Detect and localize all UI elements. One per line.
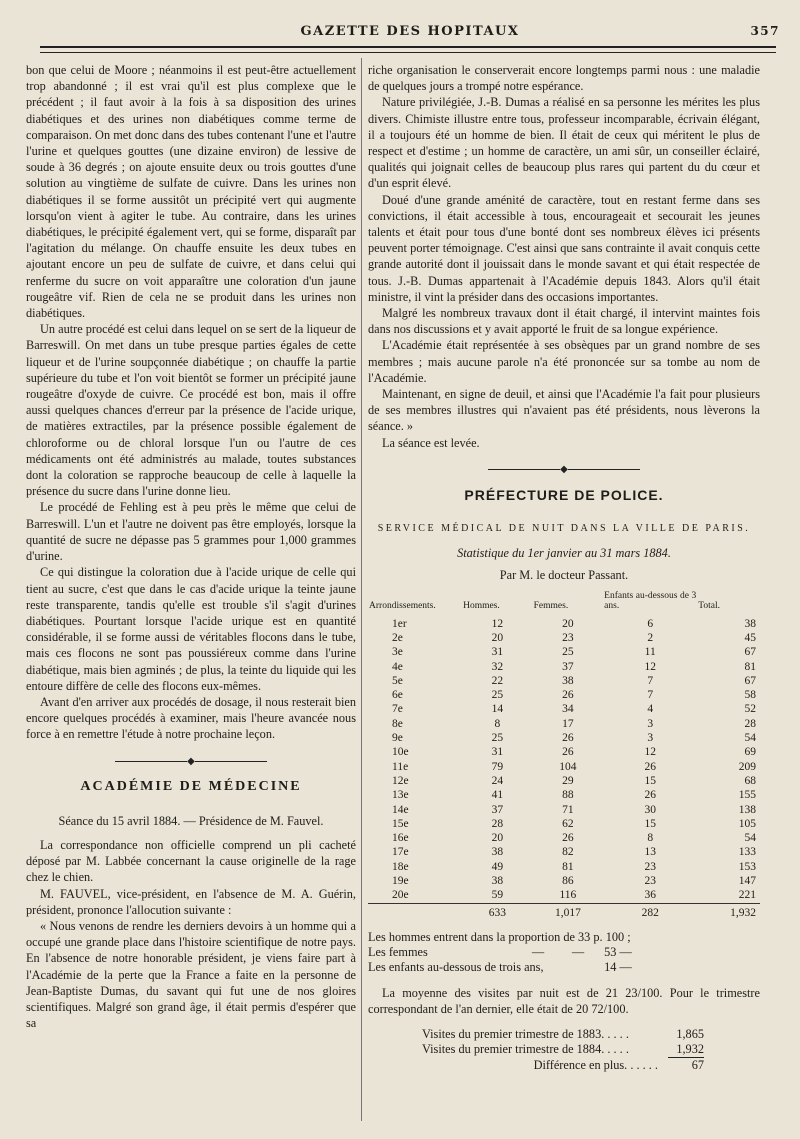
paragraph: Avant d'en arriver aux procédés de dosage, il nous resterait bien encore quelques procédés à examiner, mais l'heure avancée nous force à en remettre l'étude à notre prochaine leçon. — [26, 694, 356, 742]
cell-total: 155 — [738, 789, 756, 802]
proportion-label: Les femmes — [368, 944, 428, 959]
cell-arrondissement: 5e — [392, 674, 403, 687]
cell-total: 54 — [744, 732, 756, 745]
section-separator: ◆ — [26, 757, 356, 767]
visits-row — [368, 1058, 760, 1073]
cell-hommes: 38 — [491, 875, 504, 888]
paragraph: M. FAUVEL, vice-président, en l'absence de M. A. Guérin, président, prononce l'allocution suivante : — [26, 886, 356, 917]
cell-arrondissement: 12e — [392, 774, 409, 787]
statistique-line: Statistique du 1er janvier au 31 mars 1884. — [457, 546, 671, 561]
cell-hommes: 41 — [491, 789, 504, 802]
cell-hommes: 31 — [491, 746, 504, 759]
total-arrondissement — [368, 903, 462, 920]
cell-femmes: 116 — [559, 889, 577, 902]
visits-value: 1,865 — [676, 1027, 704, 1042]
cell-hommes: 25 — [491, 689, 504, 702]
cell-femmes: 29 — [562, 774, 574, 787]
cell-arrondissement: 10e — [392, 746, 409, 759]
cell-arrondissement: 9e — [392, 732, 403, 745]
cell-enfants: 15 — [644, 817, 656, 830]
cell-total: 52 — [744, 703, 756, 716]
statistics-table — [368, 590, 760, 920]
prefecture-heading: PRÉFECTURE DE POLICE. — [464, 486, 664, 503]
table-row — [368, 731, 760, 745]
cell-arrondissement: 14e — [392, 803, 409, 816]
cell-arrondissement: 7e — [392, 703, 403, 716]
total-hommes: 633 — [462, 903, 533, 920]
cell-enfants: 26 — [644, 760, 656, 773]
cell-femmes: 23 — [562, 631, 574, 644]
table-row — [368, 817, 760, 831]
total-total: 1,932 — [697, 903, 760, 920]
cell-enfants: 30 — [644, 803, 656, 816]
table-row — [368, 803, 760, 817]
visits-label: Visites du premier trimestre de 1883. . . . . — [422, 1027, 629, 1042]
header-rule-thin — [40, 52, 776, 53]
cell-enfants: 26 — [644, 789, 656, 802]
cell-hommes: 59 — [491, 889, 504, 902]
table-row — [368, 760, 760, 774]
section-separator: ◆ — [368, 465, 760, 475]
visits-row — [368, 1042, 760, 1058]
paragraph: Maintenant, en signe de deuil, et ainsi que l'Académie l'a fait pour plusieurs de ses membres illustres qui n'avaient pas été présidents, nous lèverons la séance. » — [368, 387, 760, 434]
right-column — [368, 62, 760, 1073]
visits-row — [368, 1027, 760, 1042]
cell-femmes: 25 — [562, 646, 574, 659]
cell-total: 153 — [738, 860, 756, 873]
cell-total: 58 — [744, 689, 756, 702]
cell-enfants: 12 — [644, 746, 656, 759]
academy-heading: ACADÉMIE DE MÉDECINE — [80, 778, 302, 794]
header-total: Total. — [698, 600, 721, 611]
cell-arrondissement: 15e — [392, 817, 409, 830]
cell-arrondissement: 18e — [392, 860, 409, 873]
cell-enfants: 3 — [647, 732, 654, 745]
cell-femmes: 26 — [562, 832, 574, 845]
cell-arrondissement: 4e — [392, 660, 403, 673]
left-column — [26, 62, 356, 1031]
cell-enfants: 13 — [644, 846, 656, 859]
cell-hommes: 24 — [491, 774, 504, 787]
cell-hommes: 32 — [491, 660, 504, 673]
table-row — [368, 631, 760, 645]
table-row — [368, 845, 760, 859]
cell-hommes: 20 — [491, 832, 504, 845]
cell-hommes: 12 — [491, 617, 504, 630]
cell-total: 28 — [744, 717, 756, 730]
cell-hommes: 22 — [491, 674, 504, 687]
cell-total: 133 — [738, 846, 756, 859]
cell-hommes: 38 — [491, 846, 504, 859]
cell-total: 138 — [738, 803, 756, 816]
paragraph: « Nous venons de rendre les derniers devoirs à un homme qui a occupé une grande place dans l'histoire scientifique de notre pays. En l'absence de notre honorable président, je viens faire part à l'Académie de la perte que la France a faite en la personne de Jean-Baptiste Dumas, du savant qui fut une de nos gloires scientifiques. Malgré son grand âge, il était permis d'espérer que sa — [26, 918, 356, 1031]
cell-arrondissement: 19e — [392, 875, 409, 888]
cell-arrondissement: 1er — [392, 617, 407, 630]
table-total-row — [368, 903, 760, 920]
paragraph: La correspondance non officielle comprend un pli cacheté déposé par M. Labbée concernant la cause originelle de la rage chez le chien. — [26, 837, 356, 885]
proportion-label: Les enfants au-dessous de trois ans, — [368, 959, 544, 974]
cell-enfants: 7 — [647, 689, 654, 702]
table-row — [368, 674, 760, 688]
paragraph: Nature privilégiée, J.-B. Dumas a réalisé en sa personne les mérites les plus divers. Chimiste illustre entre tous, professeur incomparable, écrivain élégant, il a toujours été un homme de bien. Il était de ceux qui méritent le plus de respect et d'estime ; un homme de caractère, un ami sûr, un conseiller éclairé, qualités qui joignait celles de beaucoup plus rares qui partent du du cœur et d'un esprit élevé. — [368, 95, 760, 191]
cell-enfants: 4 — [647, 703, 654, 716]
ditto-mark: — — [531, 944, 545, 959]
header-hommes: Hommes. — [463, 600, 500, 611]
table-row — [368, 660, 760, 674]
cell-enfants: 23 — [644, 875, 656, 888]
total-enfants: 282 — [603, 903, 697, 920]
header-rule-thick — [40, 46, 776, 48]
table-header-row — [368, 590, 760, 617]
cell-hommes: 14 — [491, 703, 504, 716]
moyenne-paragraph: La moyenne des visites par nuit est de 21 23/100. Pour le trimestre correspondant de l'an dernier, elle était de 20 72/100. — [368, 985, 760, 1017]
cell-arrondissement: 16e — [392, 832, 409, 845]
page-number: 357 — [750, 24, 780, 38]
cell-femmes: 37 — [562, 660, 574, 673]
cell-enfants: 8 — [647, 832, 654, 845]
cell-arrondissement: 11e — [392, 760, 409, 773]
author-line: Par M. le docteur Passant. — [499, 568, 629, 583]
cell-femmes: 26 — [562, 732, 574, 745]
visits-value: 67 — [691, 1058, 704, 1073]
cell-femmes: 104 — [559, 760, 577, 773]
table-body — [368, 617, 760, 920]
cell-hommes: 28 — [491, 817, 504, 830]
cell-arrondissement: 17e — [392, 846, 409, 859]
table-row — [368, 831, 760, 845]
cell-total: 67 — [744, 674, 756, 687]
cell-total: 105 — [738, 817, 756, 830]
table-row — [368, 860, 760, 874]
proportion-row — [368, 960, 760, 975]
cell-arrondissement: 8e — [392, 717, 403, 730]
cell-enfants: 36 — [644, 889, 656, 902]
cell-femmes: 86 — [562, 875, 574, 888]
ditto-mark: — — [571, 944, 585, 959]
paragraph: Doué d'une grande aménité de caractère, tout en restant ferme dans ses convictions, il était accessible à tous, encourageait et secourait les jeunes talents et était pour tous d'une bonté dont ses nombreux élèves ici présents peuvent porter témoignage. C'est ainsi que sans contrainte il avait conquis cette grande autorité dont il jouissait dans le monde savant et qui était respectée de tous. J.-B. Dumas appartenait à l'Académie depuis 1843. Alors qu'il était ministre, il vint la présider dans des occasions importantes. — [368, 192, 760, 304]
column-divider — [361, 58, 362, 1121]
proportion-row — [368, 930, 760, 945]
service-heading: SERVICE MÉDICAL DE NUIT DANS LA VILLE DE PARIS. — [377, 523, 751, 535]
cell-enfants: 2 — [647, 631, 654, 644]
cell-arrondissement: 2e — [392, 631, 403, 644]
cell-femmes: 20 — [562, 617, 574, 630]
cell-total: 81 — [744, 660, 756, 673]
cell-femmes: 88 — [562, 789, 574, 802]
proportion-text: Les hommes entrent dans la proportion de 33 p. 100 ; — [368, 929, 631, 944]
table-row — [368, 874, 760, 888]
proportion-value: 14 — — [604, 959, 632, 974]
paragraph: bon que celui de Moore ; néanmoins il est peut-être actuellement trop abandonné ; il est vrai qu'il est plus complexe que le précédent ; il faut avoir à la fois à sa disposition des urines diabétiques et des urines non diabétiques comme terme de comparaison. On met donc dans des tubes contenant l'une et l'autre l'urine et quelques gouttes (une dizaine environ) de lessive de soude à 36 degrés ; on ajoute ensuite deux ou trois gouttes d'une solution au vingtième de sulfate de cuivre. Dans les urines non diabétiques il se forme aussitôt un précipité vert qui augmente lorsqu'on vient à agiter le tube. Au contraire, dans les urines diabétiques, le précipité également vert, qui se forme, disparaît par l'agitation du mélange. On chauffe ensuite les deux tubes en ajoutant encore un peu de sulfate de cuivre, et dans celui qui renferme du sucre on voit apparaître une coloration d'un jaune rougeâtre vif. Rien de cela ne se produit dans les urines non diabétiques. — [26, 63, 356, 321]
cell-hommes: 8 — [494, 717, 501, 730]
cell-arrondissement: 6e — [392, 689, 403, 702]
paragraph: L'Académie était représentée à ses obsèques par un grand nombre de ses membres ; mais aucune parole n'a été prononcée sur sa tombe au nom de l'Académie. — [368, 338, 760, 385]
cell-femmes: 34 — [562, 703, 574, 716]
cell-femmes: 17 — [562, 717, 574, 730]
paragraph: riche organisation le conserverait encore longtemps parmi nous : une maladie de quelques jours a trompé notre espérance. — [368, 63, 760, 94]
cell-arrondissement: 13e — [392, 789, 409, 802]
visits-summary — [368, 1027, 760, 1073]
cell-enfants: 23 — [644, 860, 656, 873]
paragraph: La séance est levée. — [382, 435, 480, 450]
cell-enfants: 6 — [647, 617, 654, 630]
cell-total: 67 — [744, 646, 756, 659]
cell-arrondissement: 20e — [392, 889, 409, 902]
table-row — [368, 745, 760, 759]
cell-enfants: 11 — [644, 646, 656, 659]
cell-arrondissement: 3e — [392, 646, 403, 659]
cell-femmes: 81 — [562, 860, 574, 873]
cell-hommes: 49 — [491, 860, 504, 873]
cell-hommes: 37 — [491, 803, 504, 816]
cell-total: 69 — [744, 746, 756, 759]
cell-femmes: 26 — [562, 746, 574, 759]
cell-total: 221 — [738, 889, 756, 902]
paragraph: Le procédé de Fehling est à peu près le même que celui de Barreswill. L'un et l'autre ne doivent pas être employés, lorsque la quantité de sucre ne dépasse pas 5 grammes pour 1,000 grammes d'urine. — [26, 500, 356, 564]
cell-enfants: 3 — [647, 717, 654, 730]
table-row — [368, 617, 760, 631]
table-row — [368, 788, 760, 802]
cell-femmes: 62 — [562, 817, 574, 830]
header-arrondissements: Arrondissements. — [369, 600, 436, 611]
cell-total: 38 — [744, 617, 756, 630]
journal-title: GAZETTE DES HOPITAUX — [300, 24, 520, 39]
cell-total: 147 — [738, 875, 756, 888]
table-row — [368, 702, 760, 716]
cell-femmes: 71 — [562, 803, 574, 816]
cell-hommes: 20 — [491, 631, 504, 644]
cell-femmes: 38 — [562, 674, 574, 687]
visits-label: Différence en plus. . . . . . — [533, 1058, 658, 1073]
session-line: Séance du 15 avril 1884. — Présidence de M. Fauvel. — [58, 813, 324, 828]
cell-enfants: 7 — [647, 674, 654, 687]
total-femmes: 1,017 — [533, 903, 604, 920]
cell-enfants: 12 — [644, 660, 656, 673]
visits-label: Visites du premier trimestre de 1884. . . . . — [422, 1042, 629, 1057]
cell-total: 68 — [744, 774, 756, 787]
visits-value: 1,932 — [668, 1042, 704, 1058]
cell-hommes: 31 — [491, 646, 504, 659]
proportions — [368, 930, 760, 975]
paragraph: Un autre procédé est celui dans lequel on se sert de la liqueur de Barreswill. On met dans un tube presque parties égales de cette liqueur et de l'urine soupçonnée diabétique ; on chauffe la partie supérieure du tube et l'on voit bientôt se former un précipité jaune rougeâtre d'oxyde de cuivre. Ce procédé est bon, mais il offre aussi quelques chances d'erreur par la présence de l'acide urique, de matières extractiles, par la présence possible également de chloroforme ou de chloral lorsque l'un ou l'autre de ces médicaments ont été administrés au malade, toutes substances dont la coloration se rapproche beaucoup de celle à laquelle la présence du sucre dans l'urine donne lieu. — [26, 322, 356, 499]
cell-hommes: 25 — [491, 732, 504, 745]
cell-enfants: 15 — [644, 774, 656, 787]
proportion-value: 53 — — [604, 944, 632, 959]
proportion-row — [368, 945, 760, 960]
table-row — [368, 645, 760, 659]
table-row — [368, 688, 760, 702]
paragraph: Malgré les nombreux travaux dont il était chargé, il intervint maintes fois dans nos discussions et y avait apporté le fruit de sa longue expérience. — [368, 306, 760, 337]
header-enfants: Enfants au-dessous de 3 ans. — [604, 590, 697, 611]
cell-total: 54 — [744, 832, 756, 845]
cell-hommes: 79 — [491, 760, 504, 773]
cell-femmes: 82 — [562, 846, 574, 859]
table-row — [368, 888, 760, 903]
cell-total: 45 — [744, 631, 756, 644]
table-row — [368, 774, 760, 788]
table-row — [368, 717, 760, 731]
cell-total: 209 — [738, 760, 756, 773]
cell-femmes: 26 — [562, 689, 574, 702]
paragraph: Ce qui distingue la coloration due à l'acide urique de celle qui tient au sucre, c'est que dans le cas d'acide urique la teinte jaune reste transparente, tandis qu'elle est trouble s'il s'agit d'urines diabétiques. Pourtant lorsque l'acide urique est en quantité considérable, il se forme aussi de véritables flocons dans le tube, mais ces flocons ne sont pas poussiéreux comme dans l'urine diabétique, mais bien agminés ; de plus, la teinte du liquide qui les entoure diffère de celle des flocons eux-mêmes. — [26, 565, 356, 693]
header-femmes: Femmes. — [533, 600, 569, 611]
